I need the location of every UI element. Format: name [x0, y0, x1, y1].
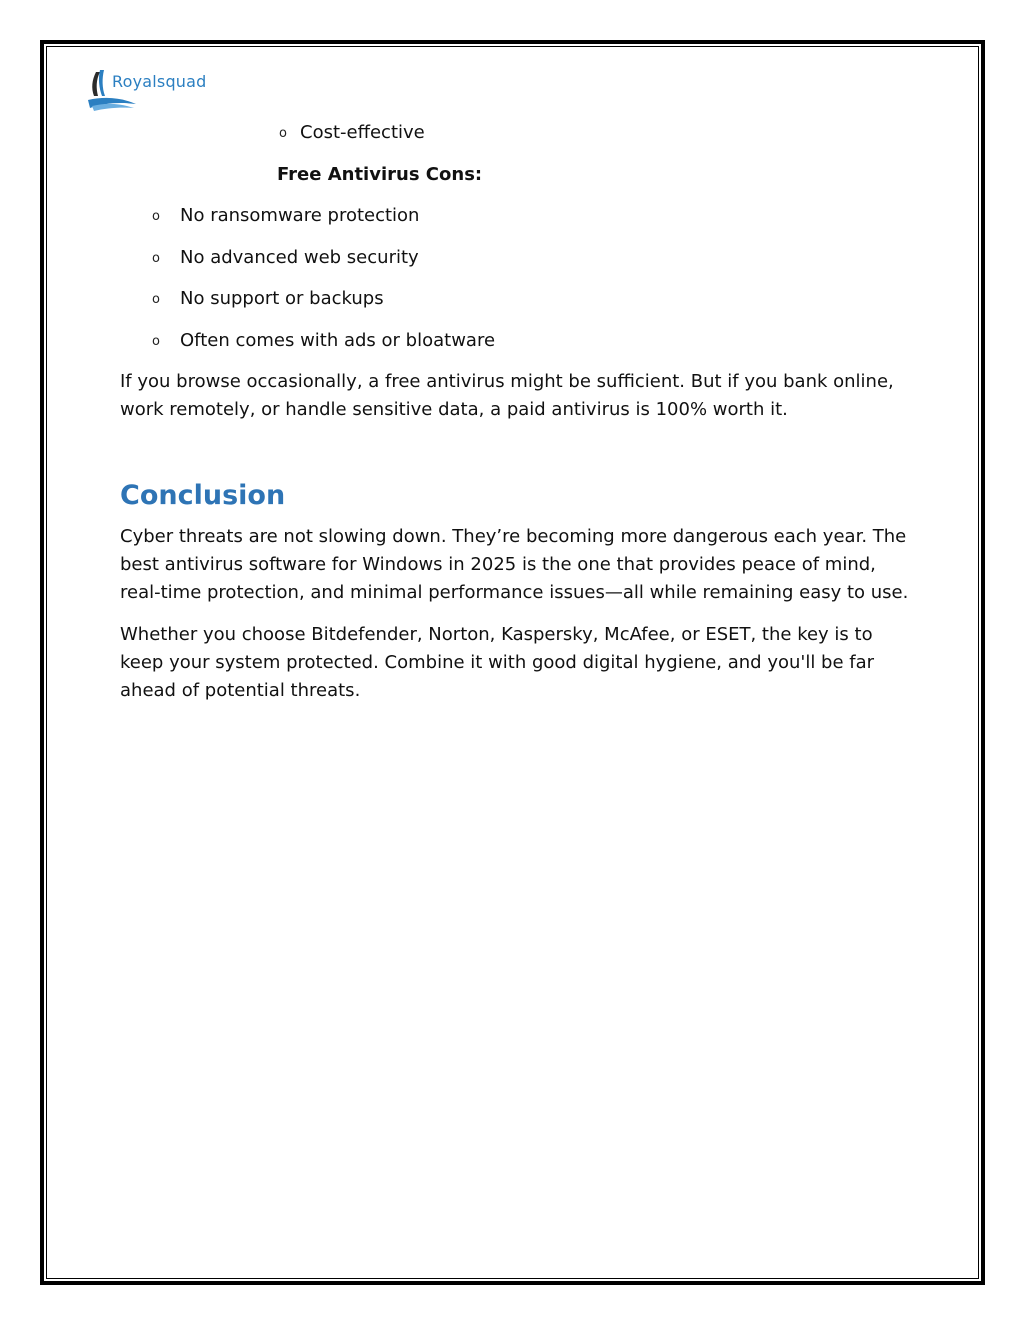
paragraph-line: If you browse occasionally, a free antivirus might be sufficient. But if you bank online,	[120, 371, 894, 392]
bullet-icon: o	[152, 334, 160, 349]
bullet-icon: o	[152, 251, 160, 266]
list-item: Often comes with ads or bloatware	[180, 330, 496, 351]
list-item: No support or backups	[180, 288, 384, 309]
list-item: No advanced web security	[180, 247, 419, 268]
list-item: No ransomware protection	[180, 205, 420, 226]
bullet-icon: o	[279, 126, 287, 141]
bullet-icon: o	[152, 209, 160, 224]
paragraph-line: ahead of potential threats.	[120, 680, 361, 701]
section-heading: Conclusion	[120, 480, 286, 511]
cons-title: Free Antivirus Cons:	[277, 164, 483, 185]
paragraph-line: keep your system protected. Combine it with good digital hygiene, and you'll be far	[120, 652, 875, 673]
paragraph-line: Whether you choose Bitdefender, Norton, Kaspersky, McAfee, or ESET, the key is to	[120, 624, 873, 645]
paragraph-line: work remotely, or handle sensitive data, a paid antivirus is 100% worth it.	[120, 399, 788, 420]
paragraph-line: best antivirus software for Windows in 2025 is the one that provides peace of mind,	[120, 554, 876, 575]
bullet-icon: o	[152, 292, 160, 307]
logo-wordmark: Royalsquad	[112, 72, 207, 91]
list-item: Cost-effective	[300, 122, 425, 143]
paragraph-line: real-time protection, and minimal performance issues—all while remaining easy to use.	[120, 582, 909, 603]
paragraph-line: Cyber threats are not slowing down. They’re becoming more dangerous each year. The	[120, 526, 907, 547]
